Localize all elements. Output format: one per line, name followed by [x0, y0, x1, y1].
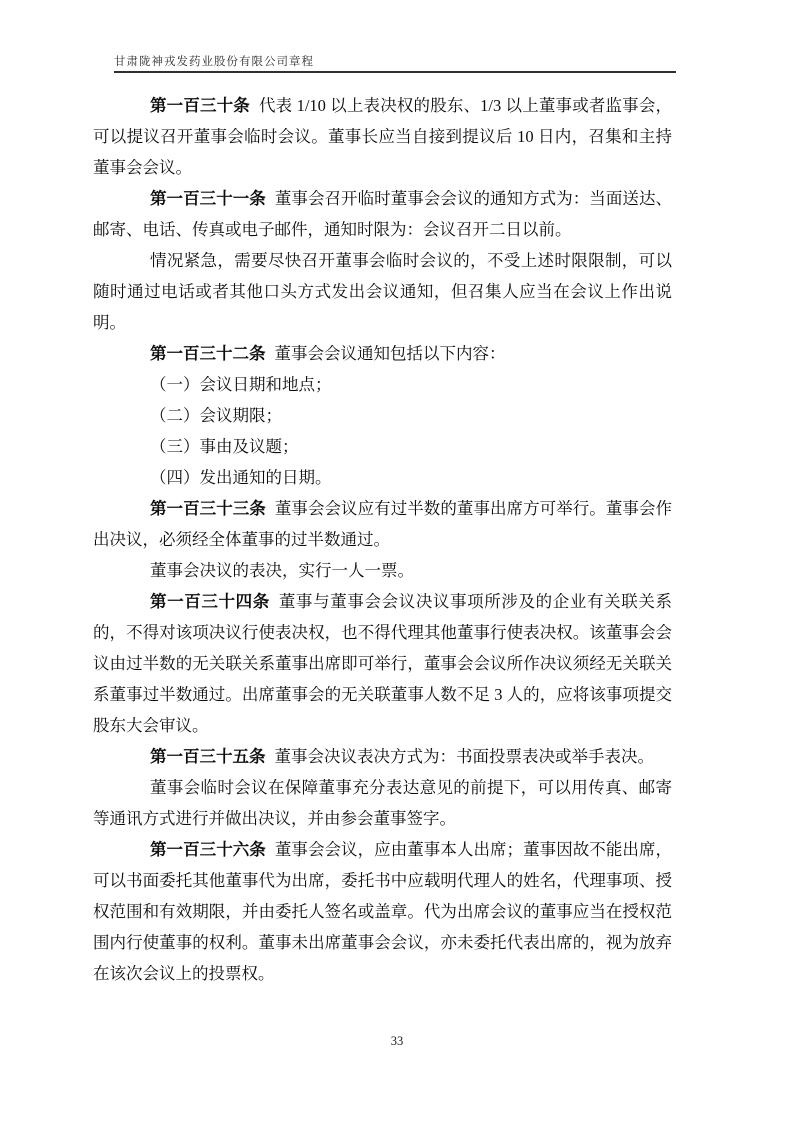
paragraph-text: 情况紧急，需要尽快召开董事会临时会议的，不受上述时限限制，可以随时通过电话或者其他口头方式发出会议通知，但召集人应当在会议上作出说明。 [93, 251, 672, 332]
paragraph [93, 431, 672, 462]
document-body [93, 90, 672, 989]
paragraph-text: 董事会决议的表决，实行一人一票。 [150, 561, 414, 580]
paragraph [93, 400, 672, 431]
paragraph-text: （二）会议期限； [150, 406, 282, 425]
paragraph [93, 741, 672, 772]
paragraph [93, 462, 672, 493]
paragraph [93, 183, 672, 245]
article-number: 第一百三十条 [150, 96, 250, 115]
header-rule [114, 71, 676, 73]
paragraph-text: 董事会召开临时董事会会议的通知方式为：当面送达、邮寄、电话、传真或电子邮件，通知时限为：会议召开二日以前。 [93, 189, 673, 239]
article-number: 第一百三十五条 [150, 747, 266, 766]
article-number: 第一百三十三条 [150, 499, 266, 518]
paragraph [93, 90, 672, 183]
paragraph-text: （四）发出通知的日期。 [150, 468, 332, 487]
paragraph-text: 代表 1/10 以上表决权的股东、1/3 以上董事或者监事会，可以提议召开董事会临时会议。董事长应当自接到提议后 10 日内，召集和主持董事会会议。 [93, 96, 673, 177]
paragraph [93, 834, 672, 989]
paragraph-text: 董事会会议通知包括以下内容： [274, 344, 506, 363]
paragraph-text: 董事会临时会议在保障董事充分表达意见的前提下，可以用传真、邮寄等通讯方式进行并做出决议，并由参会董事签字。 [93, 778, 672, 828]
paragraph-text: 董事与董事会会议决议事项所涉及的企业有关联关系的，不得对该项决议行使表决权，也不得代理其他董事行使表决权。该董事会会议由过半数的无关联关系董事出席即可举行，董事会会议所作决议须经无关联关系董事过半数通过。出席董事会的无关联董事人数不足 3 人的，应将该事项提交股东大会审议。 [93, 592, 673, 735]
article-number: 第一百三十一条 [150, 189, 266, 208]
paragraph [93, 338, 672, 369]
page-header-title: 甘肃陇神戎发药业股份有限公司章程 [114, 56, 314, 68]
paragraph [93, 493, 672, 555]
paragraph-text: （三）事由及议题； [150, 437, 299, 456]
article-number: 第一百三十四条 [150, 592, 270, 611]
paragraph [93, 369, 672, 400]
page-number: 33 [390, 1034, 404, 1048]
paragraph [93, 245, 672, 338]
paragraph [93, 555, 672, 586]
paragraph-text: 董事会会议，应由董事本人出席；董事因故不能出席，可以书面委托其他董事代为出席，委托书中应载明代理人的姓名，代理事项、授权范围和有效期限，并由委托人签名或盖章。代为出席会议的董事应当在授权范围内行使董事的权利。董事未出席董事会会议，亦未委托代表出席的，视为放弃在该次会议上的投票权。 [93, 840, 673, 983]
paragraph [93, 772, 672, 834]
paragraph-text: 董事会会议应有过半数的董事出席方可举行。董事会作出决议，必须经全体董事的过半数通过。 [93, 499, 673, 549]
paragraph-text: 董事会决议表决方式为：书面投票表决或举手表决。 [274, 747, 654, 766]
article-number: 第一百三十二条 [150, 344, 266, 363]
paragraph-text: （一）会议日期和地点； [150, 375, 332, 394]
paragraph [93, 586, 672, 741]
article-number: 第一百三十六条 [150, 840, 266, 859]
